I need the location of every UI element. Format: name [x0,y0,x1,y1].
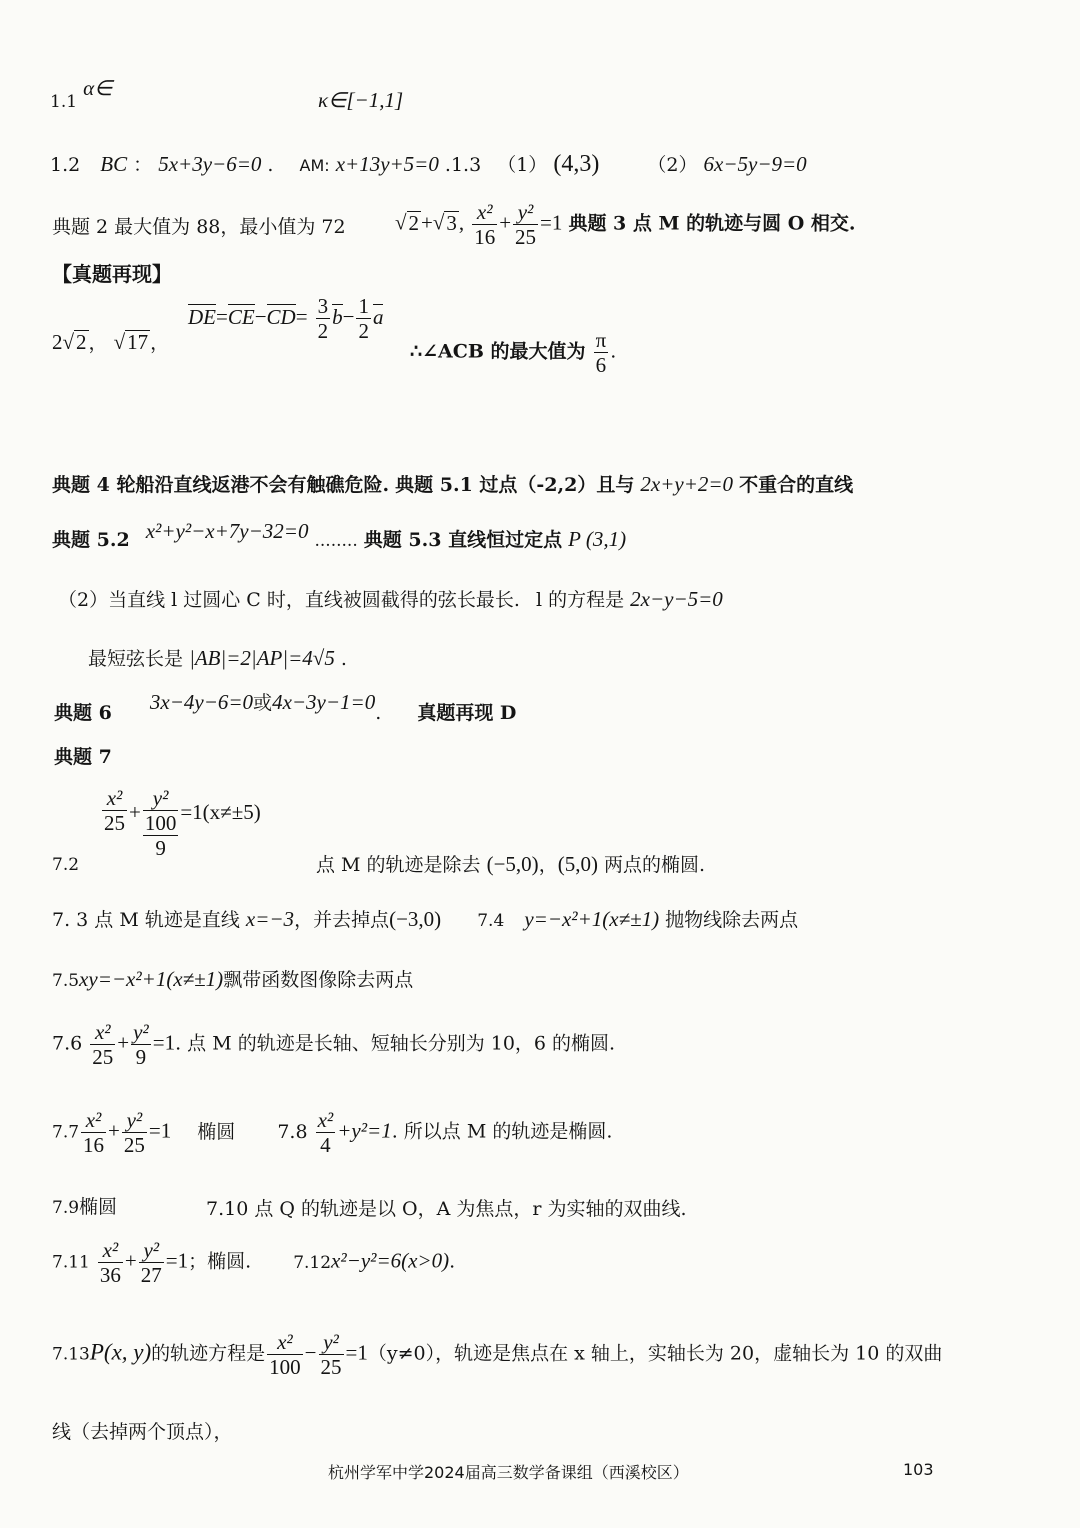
label: 7.13 [52,1344,90,1365]
row-7-6: 7.6 $\frac{\text{x²}}{25}$ + $\frac{\text{y²}}{9}$ =1. 点 M 的轨迹是长轴、短轴长分别为 10，6 的椭圆. [52,1020,616,1070]
row-7-2 [316,850,705,877]
word: ；椭圆. [188,1250,252,1273]
eq-tail: =1(x≠±5) [180,800,261,824]
point1: (−5,0) [486,852,539,876]
frac-x2-36: $\frac{\text{x²}}{36}$ [99,1238,121,1288]
am-label: AM: [299,156,330,175]
eq: x=−3 [245,907,295,931]
frac-y2-25: $\frac{\text{y²}}{25}$ [320,1330,342,1380]
line-equation: 2x+y+2=0 [640,472,734,496]
row-text: . 点 M 的轨迹是长轴、短轴长分别为 10，6 的椭圆. [175,1032,616,1055]
row-tail: 飘带函数图像除去两点 [223,969,414,991]
alpha-expr: α∈ [83,76,113,100]
part1-value: (4,3) [553,151,600,177]
label-7-4: 7.4 [477,911,505,931]
or: 或 [253,692,273,714]
eq-tail: =1 [345,1340,368,1365]
frac-3-2: $\frac{3}{2}$ [317,294,329,344]
frac-x2-100: $\frac{\text{x²}}{100}$ [269,1330,301,1380]
dt5-3-text: 典题 5.3 直线恒过定点 [363,529,563,551]
frac-x2-16: $\frac{\text{x²}}{16}$ [474,200,496,250]
conclusion-text: ∴∠ACB 的最大值为 [410,340,586,363]
short-text: 最短弦长是 [88,648,184,670]
row-text: 7. 3 点 M 轨迹是直线 [52,909,240,931]
eq-7-8-tail: +y²=1 [337,1118,392,1143]
zhenti-answer: 真题再现 D [417,702,517,724]
frac-y2-25: $\frac{\text{y²}}{25}$ [515,200,537,250]
vec-de: DE [188,304,216,329]
eq-tail: =1 [148,1118,172,1143]
vec-a: a [372,304,384,329]
kappa-expr: κ∈[−1,1] [318,88,404,112]
pxy: P(x, y) [89,1339,152,1365]
frac-x2-25: $\frac{\text{x²}}{25}$ [92,1020,114,1070]
dt7-label: 典题 7 [54,746,112,768]
dt5-1-text: 典题 5.1 过点（-2,2）且与 [395,474,635,496]
row-text: 点 M 的轨迹是除去 [316,854,481,876]
section-title-zhenti: 【真题再现】 [52,262,172,286]
dt3-text: 典题 3 点 M 的轨迹与圆 O 相交. [568,212,856,235]
eq2: 4x−3y−1=0 [272,690,376,714]
l-equation: 2x−y−5=0 [630,587,723,611]
dt6-label: 典题 6 [54,702,112,724]
dt2-text: 典题 2 最大值为 88，最小值为 72 [52,216,346,238]
word: 椭圆 [197,1120,236,1143]
row-7-13: 7.13P(x, y)的轨迹方程是 $\frac{\text{x²}}{100}$ − $\frac{\text{y²}}{25}$ =1（y≠0），轨迹是焦点在 x 轴上，实轴长为 20，虚轴长为 10 的双曲 [52,1330,943,1380]
short-value: |AB|=2|AP|=4√5 [189,646,335,670]
eq1: 3x−4y−6=0 [149,690,254,714]
dt4-row [52,470,853,497]
frac-y2-27: $\frac{\text{y²}}{27}$ [140,1238,162,1288]
dt6-row [54,690,517,725]
frac-y2-100-9: y² 100 9 [144,786,177,861]
label: 7.7 [52,1122,80,1143]
dt2-math: √2+√3, $\frac{\text{x²}}{16}$ + $\frac{\text{y²}}{25}$ =1 典题 3 点 M 的轨迹与圆 O 相交. [395,200,856,250]
eq-tail: =1 [540,210,563,235]
label-7-2: 7.2 [52,855,80,875]
point2: (5,0) [557,852,598,876]
part2: （2） [647,154,698,176]
bc-label: BC [100,152,128,176]
vec-ce: CE [227,304,255,329]
row-7-13-cont: 线（去掉两个顶点）， [52,1421,233,1443]
dt4-text: 典题 4 轮船沿直线返港不会有触礁危险. [52,474,390,496]
rad17: 17 [127,330,149,354]
row-7-3 [52,905,798,932]
circle-equation: x²+y²−x+7y−32=0 [145,519,309,543]
label: 7.6 [52,1032,83,1055]
label-7-8: 7.8 [277,1120,308,1143]
sqrt3: 3 [446,210,457,235]
dot: . [375,702,382,724]
row-7-10: 7.10 点 Q 的轨迹是以 O，A 为焦点，r 为实轴的双曲线. [206,1198,687,1220]
part2-row [58,585,723,612]
eq-tail: =1 [152,1030,176,1055]
frac-pi-6: $\frac{\pi}{6}$ [595,328,607,378]
row-7-5 [52,965,413,992]
frac-x2-16: $\frac{\text{x²}}{16}$ [83,1108,105,1158]
row-1-1 [50,76,113,113]
dot: . [267,154,274,176]
label: 1.2 [50,154,81,176]
word: 椭圆 [79,1196,118,1218]
label: 7.11 [52,1252,90,1273]
text-7-8: . 所以点 M 的轨迹是椭圆. [391,1120,613,1143]
eq-7-4: y=−x²+1(x≠±1) [524,907,660,931]
part2-value: 6x−5y−9=0 [703,152,807,176]
eq: xy=−x²+1(x≠±1) [79,967,224,991]
end-dot: . [449,1250,456,1273]
coef: 2 [52,330,63,354]
vec-b: b [332,304,343,329]
sep: ， [538,854,558,876]
eq-7-12: x²−y²=6(x>0) [331,1248,450,1273]
row-7-11: 7.11 $\frac{\text{x²}}{36}$ + $\frac{\text{y²}}{27}$ =1；椭圆. 7.12x²−y²=6(x>0). [52,1238,456,1288]
frac-y2-9: $\frac{\text{y²}}{9}$ [133,1020,149,1070]
mid: ，并去掉点 [294,909,390,931]
label: 7.5 [52,971,80,991]
row-tail: 两点的椭圆. [604,854,706,876]
row-7-7: 7.7 $\frac{\text{x²}}{16}$ + $\frac{\text{y²}}{25}$ =1 椭圆 7.8 $\frac{\text{x²}}{4}$ +y²=1. 所以点 M 的轨迹是椭圆. [52,1108,613,1158]
row-1-2 [50,150,807,178]
page-number: 103 [903,1460,934,1479]
frac-x2-4: $\frac{\text{x²}}{4}$ [317,1108,334,1158]
frac-1-2: $\frac{1}{2}$ [358,294,369,344]
rad2: 2 [76,330,87,354]
part2-text: （2）当直线 l 过圆心 C 时，直线被圆截得的弦长最长. [58,589,520,611]
dots: ........ [314,531,358,551]
fixed-point: P (3,1) [568,527,627,551]
dt5-1-tail: 不重合的直线 [739,474,854,496]
colon: ： [133,154,153,176]
label: 7.9 [52,1198,80,1218]
condition-text: （y≠0），轨迹是焦点在 x 轴上，实轴长为 20，虚轴长为 10 的双曲 [367,1342,943,1365]
label: 1.1 [50,92,78,112]
end-dot: . [340,648,347,670]
label-7-12: 7.12 [293,1252,332,1273]
part1: （1） [497,154,548,176]
dt5-2-row [52,519,627,552]
eq-tail: =1 [165,1248,189,1273]
frac-y2-25: $\frac{\text{y²}}{25}$ [123,1108,145,1158]
row-tail: 抛物线除去两点 [665,909,799,931]
point: (−3,0) [389,907,442,931]
frac-x2-25: $\frac{\text{x²}}{25}$ [104,786,125,836]
footer-school: 杭州学军中学2024届高三数学备课组（西溪校区） [328,1463,689,1482]
vec-equation: DE=CE−CD= $\frac{3}{2}$ b− $\frac{1}{2}$ a [188,294,384,344]
angle-conclusion [410,328,616,377]
dt5-2-label: 典题 5.2 [52,529,130,551]
l-eq-label: l 的方程是 [535,589,625,611]
end-dot: . [610,340,617,363]
sqrt2: 2 [408,210,420,235]
short-chord-row [88,644,347,671]
am-equation: x+13y+5=0 [335,152,439,176]
vec-cd: CD [266,304,296,329]
row-7-9 [52,1192,117,1219]
eq-7-1: $\frac{\text{x²}}{25}$ + y² 100 9 =1(x≠±5) [104,786,261,861]
label-1-3: .1.3 [444,154,482,176]
bc-equation: 5x+3y−6=0 [158,152,262,176]
mid: 的轨迹方程是 [151,1342,266,1365]
vec-row-left: 2√2 ， √17 ， [52,330,170,354]
